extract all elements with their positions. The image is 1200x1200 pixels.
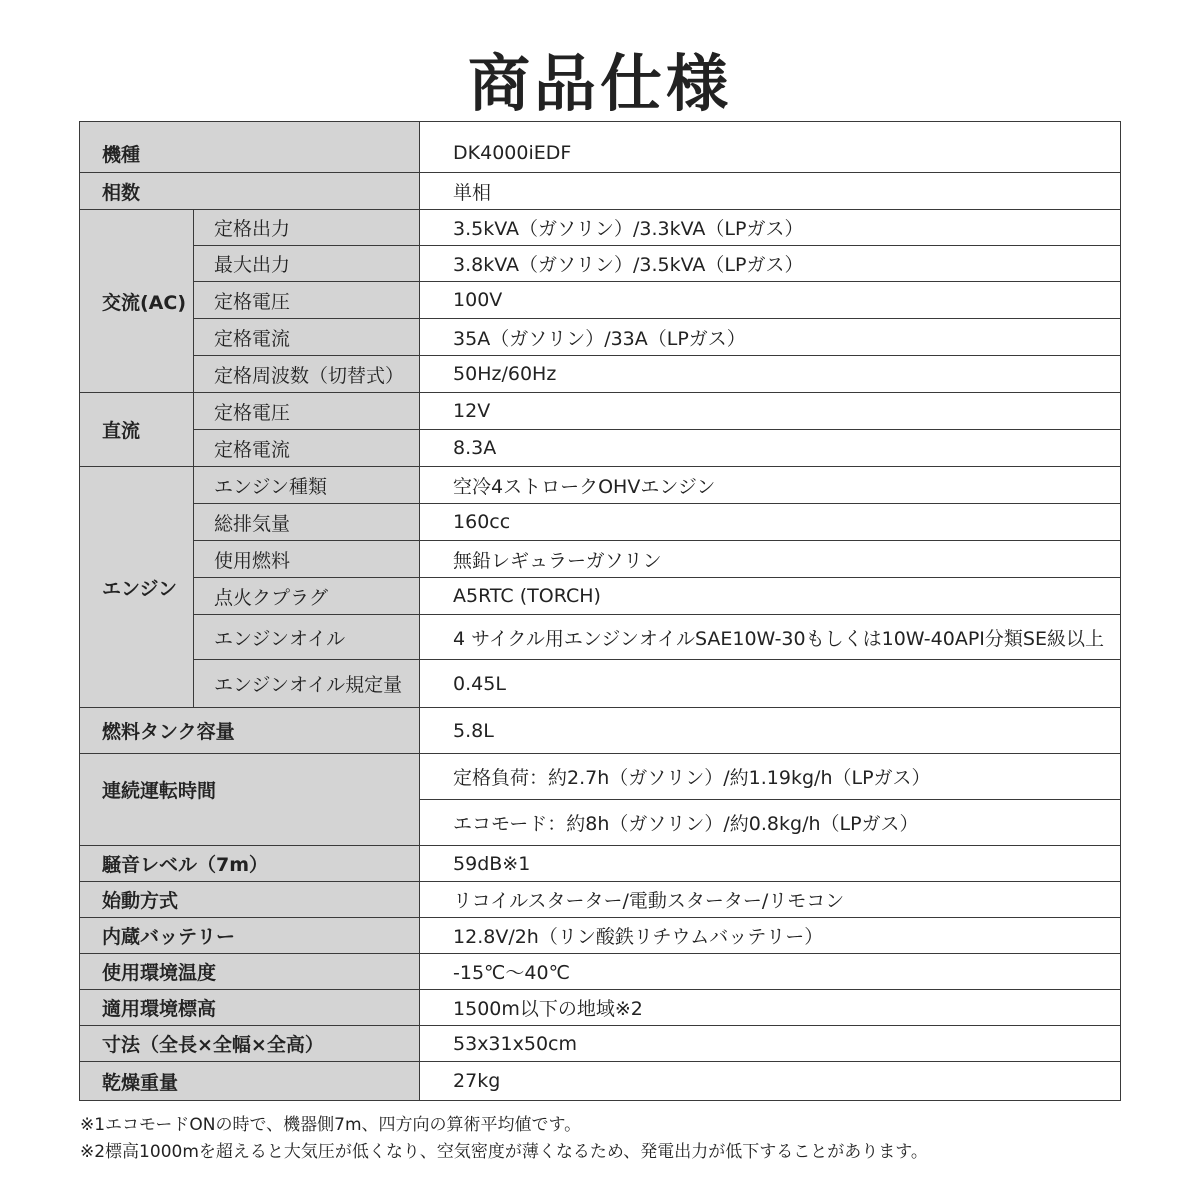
table-row (80, 282, 1121, 319)
table-row (80, 210, 1121, 246)
row-label-plug: 点火クプラグ (194, 578, 420, 615)
page-title: 商品仕様 (467, 47, 732, 120)
table-row (80, 319, 1121, 356)
group-label-dc: 直流 (80, 393, 194, 467)
footnotes (80, 1112, 1120, 1166)
table-row (80, 754, 1121, 800)
row-label-ac-max-output: 最大出力 (194, 246, 420, 282)
table-row (80, 467, 1121, 504)
group-label-engine: エンジン (80, 467, 194, 708)
row-value-altitude: 1500m以下の地域※2 (420, 990, 1121, 1026)
group-label-ac: 交流(AC) (80, 210, 194, 393)
row-value-ac-frequency: 50Hz/60Hz (420, 356, 1121, 393)
row-value-dc-rated-current: 8.3A (420, 430, 1121, 467)
table-row (80, 430, 1121, 467)
row-label-size: 寸法（全長×全幅×全高） (80, 1026, 420, 1062)
table-row (80, 615, 1121, 660)
row-label-ac-rated-voltage: 定格電圧 (194, 282, 420, 319)
row-label-dc-rated-voltage: 定格電圧 (194, 393, 420, 430)
row-value-engine-type: 空冷4ストロークOHVエンジン (420, 467, 1121, 504)
table-row (80, 173, 1121, 210)
table-row (80, 504, 1121, 541)
row-value-weight: 27kg (420, 1062, 1121, 1101)
row-value-ac-rated-current: 35A（ガソリン）/33A（LPガス） (420, 319, 1121, 356)
row-value-battery: 12.8V/2h（リン酸鉄リチウムバッテリー） (420, 918, 1121, 954)
row-label-oil: エンジンオイル (194, 615, 420, 660)
row-value-model: DK4000iEDF (420, 122, 1121, 173)
table-row (80, 954, 1121, 990)
row-value-ac-rated-voltage: 100V (420, 282, 1121, 319)
row-value-oil-amount: 0.45L (420, 660, 1121, 708)
table-row (80, 990, 1121, 1026)
row-label-runtime: 連続運転時間 (80, 754, 420, 846)
row-label-noise: 騒音レベル（7m） (80, 846, 420, 882)
table-row (80, 541, 1121, 578)
row-value-ac-max-output: 3.8kVA（ガソリン）/3.5kVA（LPガス） (420, 246, 1121, 282)
table-row (80, 660, 1121, 708)
footnote-1: ※1エコモードONの時で、機器側7m、四方向の算術平均値です。 (80, 1115, 582, 1135)
row-label-ac-frequency: 定格周波数（切替式） (194, 356, 420, 393)
row-value-runtime-eco: エコモード：約8h（ガソリン）/約0.8kg/h（LPガス） (420, 800, 1121, 846)
table-row (80, 846, 1121, 882)
row-value-plug: A5RTC (TORCH) (420, 578, 1121, 615)
row-label-start: 始動方式 (80, 882, 420, 918)
row-label-weight: 乾燥重量 (80, 1062, 420, 1101)
footnote-2: ※2標高1000mを超えると大気圧が低くなり、空気密度が薄くなるため、発電出力が低下することがあります。 (80, 1142, 928, 1162)
table-row (80, 578, 1121, 615)
table-row (80, 122, 1121, 173)
row-label-displacement: 総排気量 (194, 504, 420, 541)
table-row (80, 918, 1121, 954)
row-value-noise: 59dB※1 (420, 846, 1121, 882)
row-value-temp: -15℃～40℃ (420, 954, 1121, 990)
row-label-dc-rated-current: 定格電流 (194, 430, 420, 467)
row-value-size: 53x31x50cm (420, 1026, 1121, 1062)
row-label-altitude: 適用環境標高 (80, 990, 420, 1026)
row-label-ac-rated-output: 定格出力 (194, 210, 420, 246)
table-row (80, 246, 1121, 282)
row-value-dc-rated-voltage: 12V (420, 393, 1121, 430)
row-value-ac-rated-output: 3.5kVA（ガソリン）/3.3kVA（LPガス） (420, 210, 1121, 246)
row-label-battery: 内蔵バッテリー (80, 918, 420, 954)
row-value-start: リコイルスターター/電動スターター/リモコン (420, 882, 1121, 918)
row-label-temp: 使用環境温度 (80, 954, 420, 990)
table-row (80, 393, 1121, 430)
row-label-tank: 燃料タンク容量 (80, 708, 420, 754)
table-row (80, 1062, 1121, 1101)
table-row (80, 1026, 1121, 1062)
row-value-tank: 5.8L (420, 708, 1121, 754)
table-row (80, 882, 1121, 918)
row-value-phase: 単相 (420, 173, 1121, 210)
table-row (80, 708, 1121, 754)
row-label-model: 機種 (80, 122, 420, 173)
table-row (80, 356, 1121, 393)
row-label-oil-amount: エンジンオイル規定量 (194, 660, 420, 708)
row-value-displacement: 160cc (420, 504, 1121, 541)
row-value-fuel: 無鉛レギュラーガソリン (420, 541, 1121, 578)
row-label-phase: 相数 (80, 173, 420, 210)
row-label-fuel: 使用燃料 (194, 541, 420, 578)
row-value-oil: 4 サイクル用エンジンオイルSAE10W-30もしくは10W-40API分類SE級以上 (420, 615, 1121, 660)
row-value-runtime-rated: 定格負荷：約2.7h（ガソリン）/約1.19kg/h（LPガス） (420, 754, 1121, 800)
row-label-ac-rated-current: 定格電流 (194, 319, 420, 356)
row-label-engine-type: エンジン種類 (194, 467, 420, 504)
spec-table (79, 121, 1121, 1101)
